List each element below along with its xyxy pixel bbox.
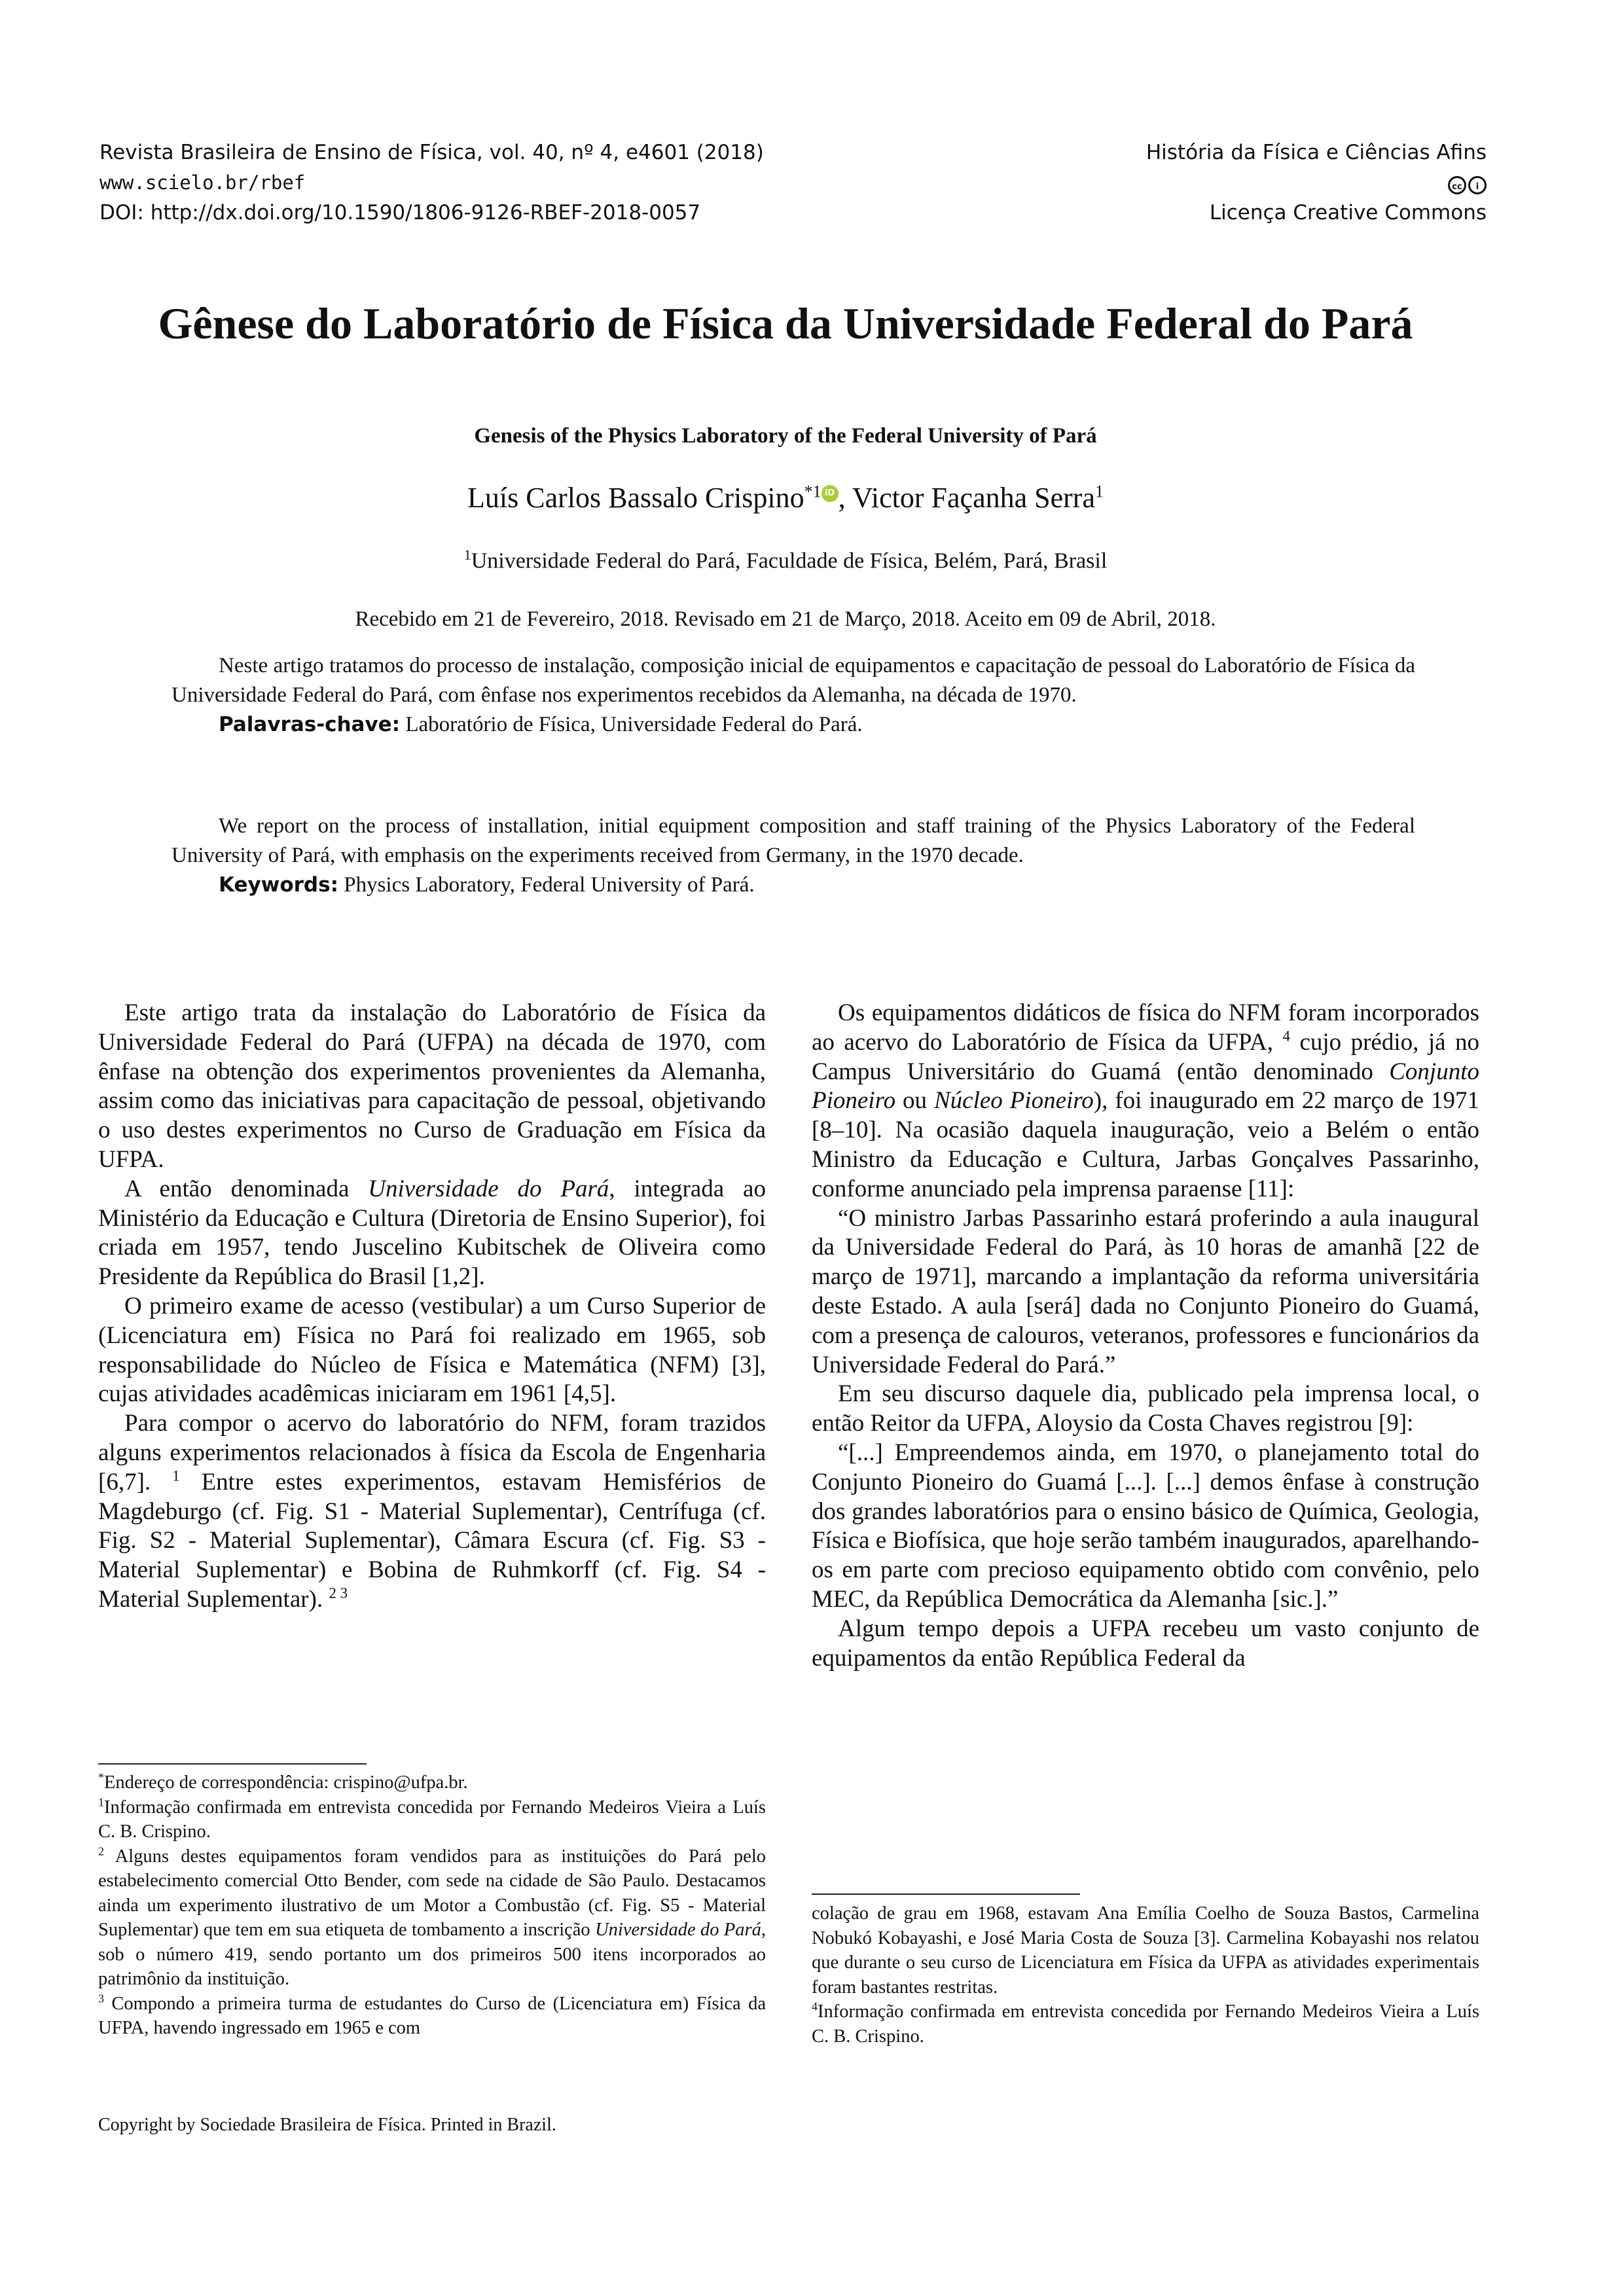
paragraph: Este artigo trata da instalação do Laboratório de Física da Universidade Federal do Pará (UFPA) na década de 1970, com ênfase na obtenção dos experimentos provenientes da Alemanha, assim como das iniciativas para capacitação de pessoal, objetivando o uso destes experimentos no Curso de Graduação em Física da UFPA. bbox=[98, 999, 766, 1173]
paragraph bbox=[98, 1175, 766, 1292]
footnote-mark: * bbox=[98, 1770, 104, 1784]
abstract-text: We report on the process of installation, initial equipment composition and staff training of the Physics Laboratory of the Federal University of Pará, with emphasis on the experiments received from Germany, in the 1970 decade. bbox=[171, 814, 1415, 867]
text-run: ), foi inaugurado em 22 março de 1971 [8–10]. Na ocasião daquela inauguração, veio a Belém o então Ministro da Educação e Cultura, Jarbas Gonçalves Passarinho, conforme anunciado pela imprensa paraense [11]: bbox=[812, 1087, 1479, 1202]
quotation: “O ministro Jarbas Passarinho estará proferindo a aula inaugural da Universidade Federal do Pará, às 10 horas de amanhã [22 de março de 1971], marcando a implantação da reforma universitária deste Estado. A aula [será] dada no Conjunto Pioneiro do Guamá, com a presença de calouros, veteranos, professores e funcionários da Universidade Federal do Pará.” bbox=[812, 1204, 1479, 1378]
article-subtitle-en: Genesis of the Physics Laboratory of the Federal University of Pará bbox=[474, 424, 1097, 448]
author-name: Victor Façanha Serra bbox=[852, 482, 1095, 514]
keywords-pt bbox=[171, 710, 1415, 740]
text-run: cujo prédio, já no Campus Universitário do Guamá (então denominado bbox=[812, 1028, 1479, 1085]
author-list bbox=[98, 481, 1473, 514]
footnote-mark: 3 bbox=[98, 1992, 104, 2005]
article-title: Gênese do Laboratório de Física da Universidade Federal do Pará bbox=[158, 298, 1413, 348]
footnote-ref[interactable]: 4 bbox=[1282, 1028, 1290, 1045]
keywords-en bbox=[171, 870, 1415, 900]
keywords-text: Physics Laboratory, Federal University of Pará. bbox=[344, 873, 755, 897]
footnote-text: , sob o número 419, sendo portanto um dos primeiros 500 itens incorporados ao patrimônio da instituição. bbox=[98, 1920, 766, 1989]
footnote-text: Informação confirmada em entrevista concedida por Fernando Medeiros Vieira a Luís C. B. Crispino. bbox=[98, 1797, 766, 1842]
affiliation bbox=[98, 547, 1473, 573]
footnote bbox=[98, 1770, 766, 1795]
by-icon: i bbox=[1468, 176, 1487, 194]
footnotes-right bbox=[812, 1901, 1479, 2049]
keywords-label: Keywords: bbox=[219, 873, 338, 897]
license-icons[interactable] bbox=[1448, 176, 1487, 194]
abstract-en bbox=[171, 812, 1415, 900]
text-run: , integrada ao Ministério da Educação e Cultura (Diretoria de Ensino Superior), foi criada em 1957, tendo Juscelino Kubitschek de Oliveira como Presidente da República do Brasil [1,2]. bbox=[98, 1175, 766, 1291]
footnote-mark: 1 bbox=[98, 1795, 104, 1808]
journal-citation: Revista Brasileira de Ensino de Física, vol. 40, nº 4, e4601 (2018) bbox=[99, 141, 764, 164]
text-run: Os equipamentos didáticos de física do NFM foram incorporados ao acervo do Laboratório de Física da UFPA, bbox=[812, 999, 1479, 1056]
footnotes-left bbox=[98, 1770, 766, 2041]
section-name: História da Física e Ciências Afins bbox=[1146, 141, 1487, 164]
abstract-text: Neste artigo tratamos do processo de instalação, composição inicial de equipamentos e capacitação de pessoal do Laboratório de Física da Universidade Federal do Pará, com ênfase nos experimentos recebidos da Alemanha, na década de 1970. bbox=[171, 654, 1415, 707]
quotation: “[...] Empreendemos ainda, em 1970, o planejamento total do Conjunto Pioneiro do Guamá [...]. [...] demos ênfase à construção dos grandes laboratórios para o ensino básico de Química, Geologia, Física e Biofísica, que hoje serão também inaugurados, aparelhando-os em parte com precioso equipamento obtido com convênio, pelo MEC, da República Democrática da Alemanha [sic.].” bbox=[812, 1439, 1479, 1613]
footnote bbox=[98, 1992, 766, 2041]
footnote-divider bbox=[98, 1763, 367, 1765]
emphasis: Núcleo Pioneiro bbox=[933, 1087, 1094, 1115]
footnote-text: Endereço de correspondência: crispino@ufpa.br. bbox=[104, 1772, 468, 1793]
footnote-mark: 2 bbox=[98, 1844, 104, 1857]
footnote-mark: 4 bbox=[812, 2000, 818, 2013]
body-column-left bbox=[98, 999, 766, 1615]
page-header-left bbox=[99, 137, 764, 228]
emphasis: Universidade do Pará bbox=[368, 1175, 609, 1202]
emphasis: Universidade do Pará bbox=[595, 1920, 761, 1940]
text-run: A então denominada bbox=[124, 1175, 369, 1202]
paragraph: Algum tempo depois a UFPA recebeu um vasto conjunto de equipamentos da então República Federal da bbox=[812, 1615, 1479, 1672]
footnote bbox=[98, 1795, 766, 1844]
abstract-pt bbox=[171, 651, 1415, 740]
text-run: Entre estes experimentos, estavam Hemisférios de Magdeburgo (cf. Fig. S1 - Material Suplementar), Centrífuga (cf. Fig. S2 - Material Suplementar), Câmara Escura (cf. Fig. S3 - Material Suplementar) e Bobina de Ruhmkorff (cf. Fig. S4 - Material Suplementar). bbox=[98, 1468, 766, 1613]
license-link[interactable]: Licença Creative Commons bbox=[1209, 201, 1487, 224]
emphasis: Conjunto Pioneiro bbox=[812, 1058, 1479, 1115]
text-run: ou bbox=[895, 1087, 934, 1115]
paragraph: O primeiro exame de acesso (vestibular) a um Curso Superior de (Licenciatura em) Física no Pará foi realizado em 1965, sob responsabilidade do Núcleo de Física e Matemática (NFM) [3], cujas atividades acadêmicas iniciaram em 1961 [4,5]. bbox=[98, 1292, 766, 1408]
paragraph bbox=[812, 999, 1479, 1204]
paragraph: Em seu discurso daquele dia, publicado pela imprensa local, o então Reitor da UFPA, Aloysio da Costa Chaves registrou [9]: bbox=[812, 1380, 1479, 1437]
article-dates: Recebido em 21 de Fevereiro, 2018. Revisado em 21 de Março, 2018. Aceito em 09 de Abril, 2018. bbox=[355, 607, 1216, 631]
affiliation-text: Universidade Federal do Pará, Faculdade de Física, Belém, Pará, Brasil bbox=[471, 548, 1108, 573]
author-mark: 1 bbox=[1094, 482, 1104, 501]
cc-icon: cc bbox=[1448, 176, 1466, 194]
author-mark: *1 bbox=[804, 482, 821, 501]
affiliation-mark: 1 bbox=[463, 547, 471, 563]
page-header-right bbox=[1146, 137, 1487, 228]
footnote-ref[interactable]: 1 bbox=[172, 1467, 180, 1484]
body-column-right bbox=[812, 999, 1479, 1673]
doi-link[interactable]: DOI: http://dx.doi.org/10.1590/1806-9126-RBEF-2018-0057 bbox=[99, 201, 701, 224]
text-run: Para compor o acervo do laboratório do NFM, foram trazidos alguns experimentos relacionados à física da Escola de Engenharia [6,7]. bbox=[98, 1410, 766, 1496]
author-separator: , bbox=[838, 482, 852, 514]
footnote-continued: colação de grau em 1968, estavam Ana Emília Coelho de Souza Bastos, Carmelina Nobukó Kobayashi, e José Maria Costa de Souza [3]. Carmelina Kobayashi nos relatou que durante o seu curso de Licenciatura em Física da UFPA as atividades experimentais foram bastantes restritas. bbox=[812, 1903, 1479, 1998]
paragraph bbox=[98, 1409, 766, 1615]
footnote-divider bbox=[812, 1893, 1080, 1895]
footnote-text: Compondo a primeira turma de estudantes do Curso de (Licenciatura em) Física da UFPA, havendo ingressado em 1965 e com bbox=[98, 1993, 766, 2038]
orcid-icon[interactable]: iD bbox=[821, 485, 839, 502]
keywords-label: Palavras-chave: bbox=[219, 713, 401, 736]
footnote bbox=[812, 2000, 1479, 2049]
author-name: Luís Carlos Bassalo Crispino bbox=[467, 482, 804, 514]
keywords-text: Laboratório de Física, Universidade Federal do Pará. bbox=[405, 713, 863, 736]
page-footer-copyright: Copyright by Sociedade Brasileira de Física. Printed in Brazil. bbox=[98, 2115, 556, 2135]
footnote bbox=[98, 1844, 766, 1992]
journal-website-link[interactable]: www.scielo.br/rbef bbox=[99, 171, 306, 194]
footnote-text: Alguns destes equipamentos foram vendidos para as instituições do Pará pelo estabelecimento comercial Otto Bender, com sede na cidade de São Paulo. Destacamos ainda um experimento ilustrativo de um Motor a Combustão (cf. Fig. S5 - Material Suplementar) que tem em sua etiqueta de tombamento a inscrição bbox=[98, 1846, 766, 1940]
footnote-ref[interactable]: 2 3 bbox=[329, 1585, 348, 1602]
footnote-text: Informação confirmada em entrevista concedida por Fernando Medeiros Vieira a Luís C. B. Crispino. bbox=[812, 2001, 1479, 2047]
